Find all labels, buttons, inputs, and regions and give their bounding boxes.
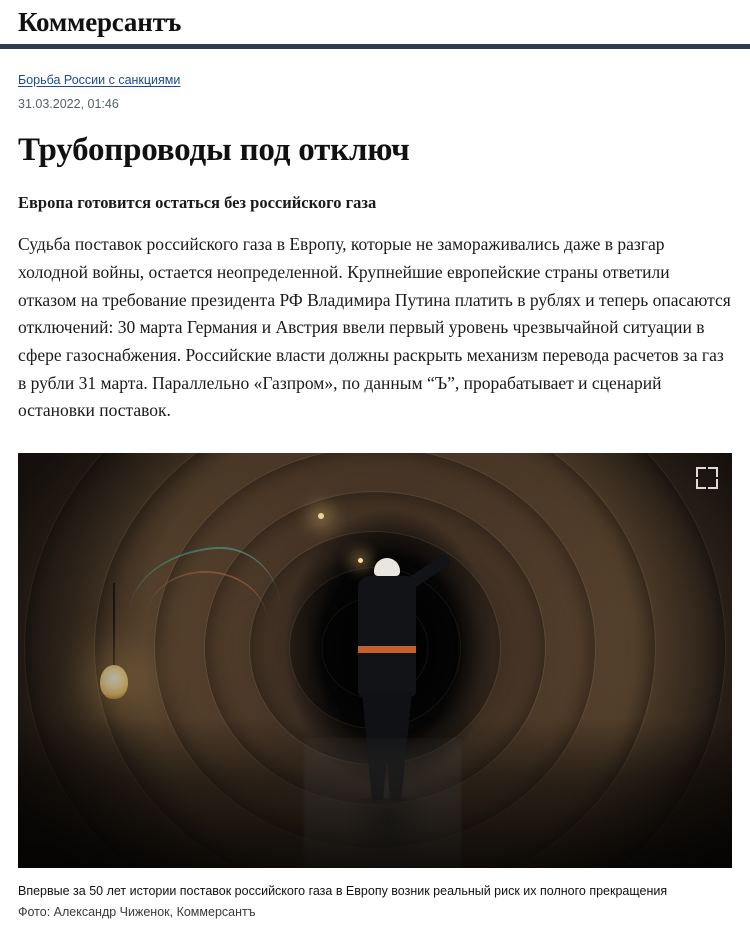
site-logo[interactable]: Коммерсантъ	[18, 6, 182, 37]
article-lead-paragraph: Судьба поставок российского газа в Европу, которые не замораживались даже в разгар холодной войны, остается неопределенной. Крупнейшие европейские страны ответили отказом на требование президента РФ Владимира Путина платить в рублях и теперь опасаются отключений: 30 марта Германия и Австрия ввели первый уровень чрезвычайной ситуации в сфере газоснабжения. Российские власти должны раскрыть механизм перевода расчетов за газ в рубли 31 марта. Параллельно «Газпром», по данным “Ъ”, прорабатывает и сценарий остановки поставок.	[18, 234, 731, 421]
page-title: Трубопроводы под отключ	[18, 132, 410, 168]
photo-vignette	[18, 453, 732, 868]
article-subhead: Европа готовится остаться без российского газа	[18, 192, 377, 212]
figure-credit: Фото: Александр Чиженок, Коммерсантъ	[18, 904, 256, 919]
figure-gutter	[0, 453, 18, 868]
expand-corner-bottom-right	[708, 479, 718, 489]
rubric-link[interactable]: Борьба России с санкциями	[18, 73, 181, 87]
expand-corner-bottom-left	[696, 479, 706, 489]
article-photo[interactable]	[18, 453, 732, 868]
publish-timestamp: 31.03.2022, 01:46	[18, 97, 119, 111]
expand-icon[interactable]	[696, 467, 718, 489]
expand-corner-top-left	[696, 467, 706, 477]
figure-caption: Впервые за 50 лет истории поставок российского газа в Европу возник реальный риск их полного прекращения	[18, 883, 668, 898]
site-header	[0, 0, 750, 44]
article-figure	[0, 453, 750, 919]
expand-corner-top-right	[708, 467, 718, 477]
article-container	[0, 49, 750, 425]
